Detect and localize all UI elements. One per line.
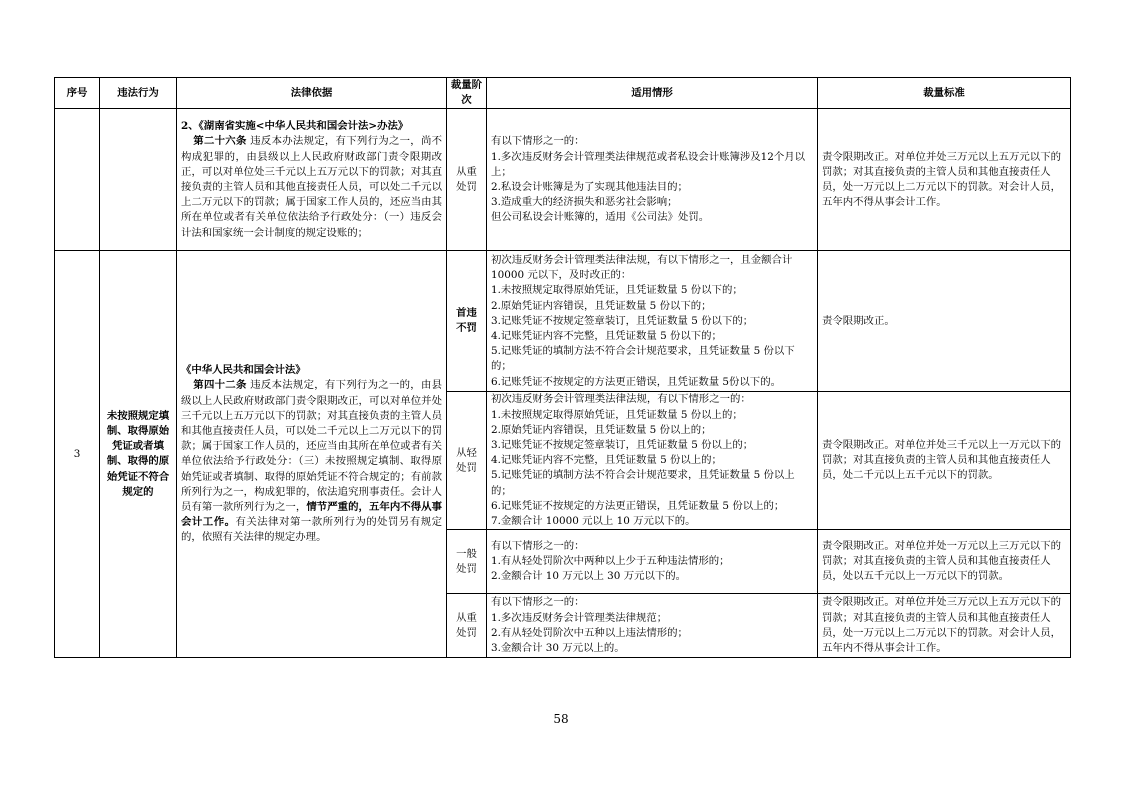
tier-cell: 一般处罚 — [447, 530, 487, 594]
situation-line: 3.造成重大的经济损失和恶劣社会影响； — [491, 196, 678, 209]
situation-line: 有以下情形之一的： — [491, 135, 585, 148]
situation-line: 3.记账凭证不按规定签章装订，且凭证数量 5 份以上的； — [491, 439, 754, 452]
situation-line: 2.金额合计 10 万元以上 30 万元以下的。 — [491, 570, 687, 583]
basis-title: 《中华人民共和国会计法》 — [181, 364, 306, 377]
tier-cell: 首违不罚 — [447, 251, 487, 392]
situation-cell — [487, 251, 818, 392]
situation-line: 6.记账凭证不按规定的方法更正错误，且凭证数量 5 份以上的； — [491, 499, 785, 512]
situation-cell — [487, 530, 818, 594]
basis-text: 违反本法规定，有下列行为之一的，由县级以上人民政府财政部门责令限期改正，可以对单位并处三千元以上五万元以下的罚款；对其直接负责的主管人员和其他直接责任人员，可以处二千元以上二万元以下的罚款；属于国家工作人员的，还应当由其所在单位或者有关单位依法给予行政处分：（三）未按照规定填制、取得原始凭证或者填制、取得的原始凭证不符合规定的；有前款所列行为之一，构成犯罪的，依法追究刑事责任。会计人员有第一款所列行为之一， — [181, 379, 443, 513]
cell-offense-empty — [100, 109, 177, 251]
situation-line: 但公司私设会计账簿的，适用《公司法》处罚。 — [491, 211, 710, 224]
header-offense: 违法行为 — [100, 78, 177, 109]
situation-cell — [487, 109, 818, 251]
cell-no-empty — [55, 109, 100, 251]
situation-line: 1.有从轻处罚阶次中两种以上少于五种违法情形的； — [491, 555, 730, 568]
situation-line: 2.私设会计账簿是为了实现其他违法目的； — [491, 180, 688, 193]
standard-cell: 责令限期改正。对单位并处一万元以上三万元以下的罚款；对其直接负责的主管人员和其他直接责任人员，处以五千元以上一万元以下的罚款。 — [818, 530, 1071, 594]
legal-basis-cell — [177, 109, 447, 251]
row-number: 3 — [55, 251, 100, 658]
situation-line: 4.记账凭证内容不完整，且凭证数量 5 份以上的； — [491, 454, 722, 467]
basis-text: 违反本办法规定，有下列行为之一，尚不构成犯罪的，由县级以上人民政府财政部门责令限期改正，可以对单位处三千元以上五万元以下的罚款；对其直接负责的主管人员和其他直接责任人员，可以处二千元以上二万元以下的罚款；属于国家工作人员的，还应当由其所在单位或者有关单位依法给予行政处分：（一）违反会计法和国家统一会计制度的规定设账的； — [181, 135, 443, 239]
page-number: 58 — [553, 712, 569, 726]
situation-line: 初次违反财务会计管理类法律法规，有以下情形之一，且金额合计 10000 元以下，及时改正的： — [491, 253, 793, 282]
table-row — [55, 251, 1071, 392]
header-tier: 裁量阶次 — [447, 78, 487, 109]
basis-tail-text: 有关法律对第一款所列行为的处罚另有规定的，依照有关法律的规定办理。 — [181, 516, 443, 544]
situation-line: 1.未按照规定取得原始凭证，且凭证数量 5 份以上的； — [491, 408, 743, 421]
situation-cell — [487, 392, 818, 530]
situation-cell — [487, 594, 818, 658]
legal-basis-cell — [177, 251, 447, 658]
table-header-row — [55, 78, 1071, 109]
table-row — [55, 109, 1071, 251]
tier-cell: 从重处罚 — [447, 594, 487, 658]
situation-line: 5.记账凭证的填制方法不符合会计规范要求，且凭证数量 5 份以上的； — [491, 469, 795, 497]
situation-line: 1.未按照规定取得原始凭证，且凭证数量 5 份以下的； — [491, 284, 743, 297]
offense-cell: 未按照规定填制、取得原始凭证或者填制、取得的原始凭证不符合规定的 — [100, 251, 177, 658]
situation-line: 2.原始凭证内容错误，且凭证数量 5 份以上的； — [491, 423, 712, 436]
situation-line: 有以下情形之一的： — [491, 596, 585, 609]
basis-title: 2、《湖南省实施<中华人民共和国会计法>办法》 — [181, 120, 409, 133]
situation-line: 3.记账凭证不按规定签章装订，且凭证数量 5 份以下的； — [491, 314, 754, 327]
situation-line: 4.记账凭证内容不完整，且凭证数量 5 份以下的； — [491, 330, 722, 342]
situation-line: 有以下情形之一的： — [491, 539, 585, 552]
situation-line: 7.金额合计 10000 元以上 10 万元以下的。 — [491, 515, 696, 528]
situation-line: 2.原始凭证内容错误，且凭证数量 5 份以下的； — [491, 299, 712, 312]
basis-article: 第四十二条 — [193, 379, 247, 392]
situation-line: 1.多次违反财务会计管理类法律规范或者私设会计账簿涉及12个月以上； — [491, 150, 806, 178]
basis-article: 第二十六条 — [193, 135, 247, 148]
tier-cell: 从轻处罚 — [447, 392, 487, 530]
header-no: 序号 — [55, 78, 100, 109]
situation-line: 1.多次违反财务会计管理类法律规范； — [491, 611, 668, 624]
standard-cell: 责令限期改正。对单位并处三千元以上一万元以下的罚款；对其直接负责的主管人员和其他直接责任人员，处二千元以上五千元以下的罚款。 — [818, 392, 1071, 530]
standard-cell: 责令限期改正。 — [818, 251, 1071, 392]
situation-line: 初次违反财务会计管理类法律法规，有以下情形之一的： — [491, 393, 751, 406]
basis-bold-text: 情节严重的，五年内不得从事会计工作。 — [181, 500, 443, 529]
standard-cell: 责令限期改正。对单位并处三万元以上五万元以下的罚款；对其直接负责的主管人员和其他直接责任人员，处一万元以上二万元以下的罚款。对会计人员，五年内不得从事会计工作。 — [818, 109, 1071, 251]
tier-cell: 从重处罚 — [447, 109, 487, 251]
situation-line: 3.金额合计 30 万元以上的。 — [491, 641, 625, 654]
penalty-discretion-table — [54, 77, 1071, 658]
header-standard: 裁量标准 — [818, 78, 1071, 109]
situation-line: 6.记账凭证不按规定的方法更正错误，且凭证数量 5份以下的。 — [491, 375, 781, 388]
situation-line: 5.记账凭证的填制方法不符合会计规范要求，且凭证数量 5 份以下的； — [491, 345, 795, 373]
header-situation: 适用情形 — [487, 78, 818, 109]
standard-cell: 责令限期改正。对单位并处三万元以上五万元以下的罚款；对其直接负责的主管人员和其他直接责任人员，处一万元以上二万元以下的罚款。对会计人员，五年内不得从事会计工作。 — [818, 594, 1071, 658]
header-legal-basis: 法律依据 — [177, 78, 447, 109]
situation-line: 2.有从轻处罚阶次中五种以上违法情形的； — [491, 626, 688, 639]
